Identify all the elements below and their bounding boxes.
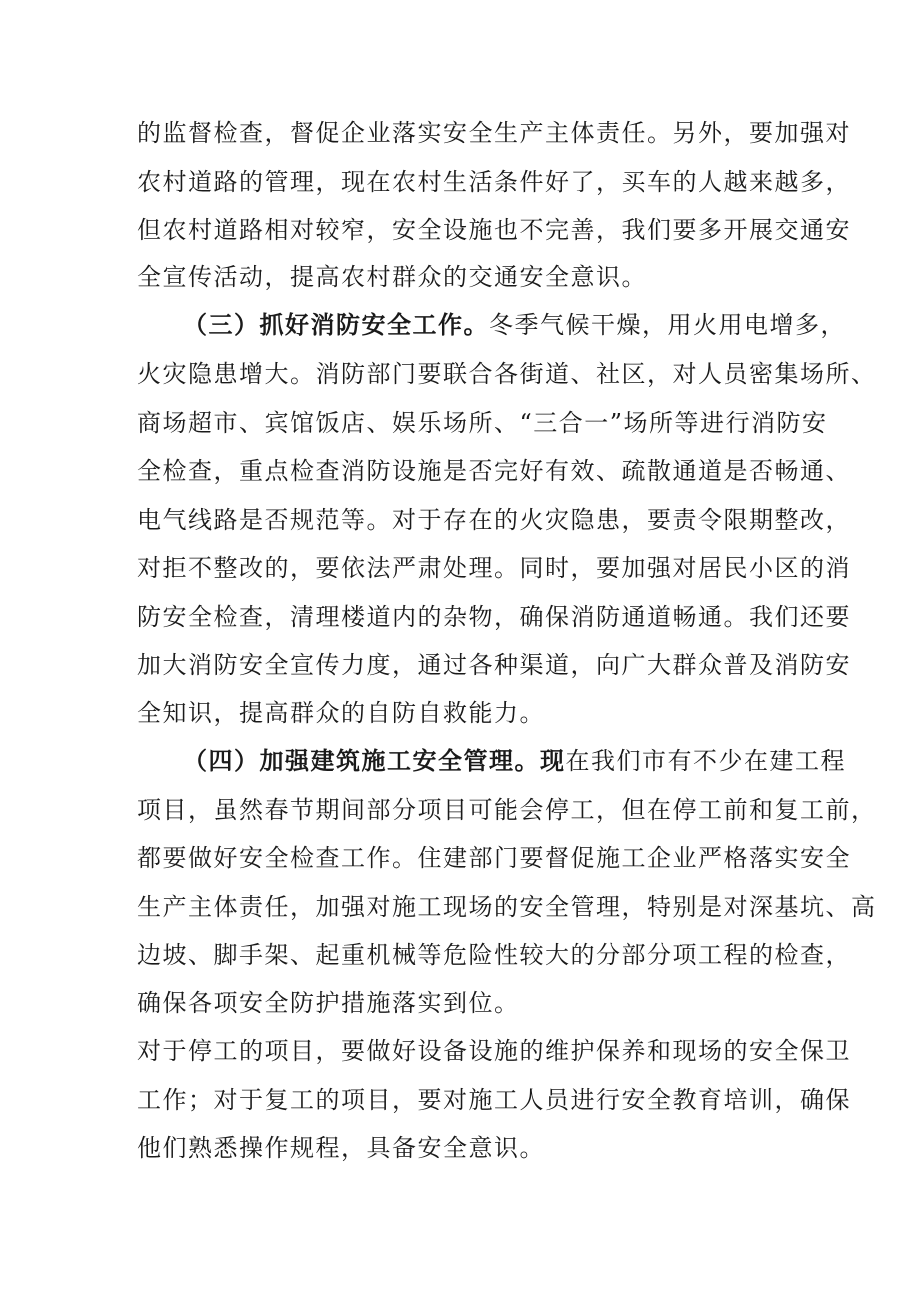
section-line (183, 746, 846, 776)
section-text: 在我们市有不少在建工程 (565, 747, 846, 775)
text-line: 电气线路是否规范等。对于存在的火灾隐患，要责令限期整改， (137, 506, 851, 534)
text-line: 全宣传活动，提高农村群众的交通安全意识。 (137, 263, 647, 291)
text-line: 防安全检查，清理楼道内的杂物，确保消防通道畅通。我们还要 (137, 603, 851, 631)
section-text: 冬季气候干燥，用火用电增多， (489, 311, 846, 339)
text-line: 项目，虽然春节期间部分项目可能会停工，但在停工前和复工前， (137, 796, 877, 824)
text-line: 但农村道路相对较窄，安全设施也不完善，我们要多开展交通安 (137, 216, 851, 244)
text-line: 全检查，重点检查消防设施是否完好有效、疏散通道是否畅通、 (137, 457, 851, 485)
text-line: 农村道路的管理，现在农村生活条件好了，买车的人越来越多， (137, 168, 851, 196)
text-line: 的监督检查，督促企业落实安全生产主体责任。另外，要加强对 (137, 119, 851, 147)
section-line (183, 310, 846, 340)
text-line: 火灾隐患增大。消防部门要联合各街道、社区，对人员密集场所、 (137, 360, 877, 388)
section-heading: （四）加强建筑施工安全管理。现 (183, 747, 566, 775)
text-line: 确保各项安全防护措施落实到位。 (137, 989, 520, 1017)
text-line: 加大消防安全宣传力度，通过各种渠道，向广大群众普及消防安 (137, 651, 851, 679)
text-line: 生产主体责任，加强对施工现场的安全管理，特别是对深基坑、高 (137, 893, 877, 921)
text-line: 对于停工的项目，要做好设备设施的维护保养和现场的安全保卫 (137, 1037, 851, 1065)
text-line: 他们熟悉操作规程，具备安全意识。 (137, 1134, 545, 1162)
text-line: 商场超市、宾馆饭店、娱乐场所、“三合一”场所等进行消防安 (137, 409, 828, 437)
text-line: 边坡、脚手架、起重机械等危险性较大的分部分项工程的检查， (137, 941, 851, 969)
text-line: 对拒不整改的，要依法严肃处理。同时，要加强对居民小区的消 (137, 554, 851, 582)
text-line: 都要做好安全检查工作。住建部门要督促施工企业严格落实安全 (137, 844, 851, 872)
text-line: 工作；对于复工的项目，要对施工人员进行安全教育培训，确保 (137, 1086, 851, 1114)
text-line: 全知识，提高群众的自防自救能力。 (137, 699, 545, 727)
section-heading: （三）抓好消防安全工作。 (183, 311, 489, 339)
